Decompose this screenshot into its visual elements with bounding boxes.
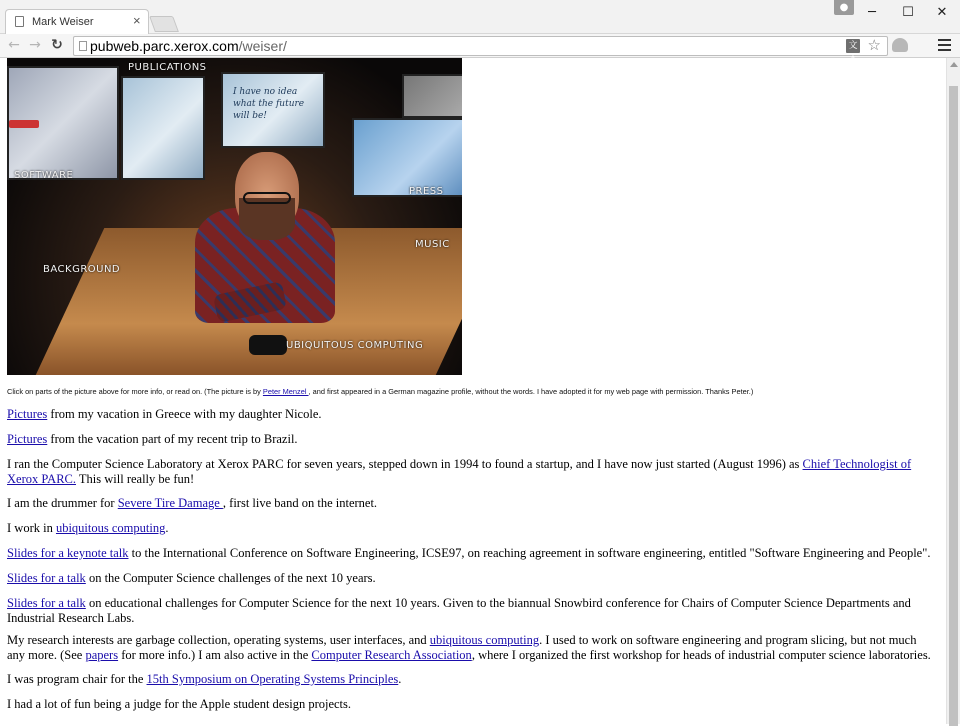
- menu-icon[interactable]: [938, 39, 951, 54]
- caption-text: Click on parts of the picture above for more info, or read on. (The picture is by: [7, 387, 263, 396]
- hotspot-publications[interactable]: PUBLICATIONS: [128, 62, 207, 73]
- imagemap-photo[interactable]: [7, 58, 462, 375]
- hotspot-music[interactable]: MUSIC: [415, 239, 450, 250]
- paragraph-text: I am the drummer for: [7, 496, 118, 510]
- cra-link[interactable]: Computer Research Association: [311, 648, 472, 662]
- paragraph-brazil: [7, 432, 937, 447]
- address-bar[interactable]: [73, 36, 888, 65]
- hotspot-background[interactable]: BACKGROUND: [43, 264, 121, 275]
- extension-icon[interactable]: [892, 38, 908, 52]
- red-lamp: [9, 120, 39, 128]
- paragraph-education: [7, 596, 937, 626]
- reload-button[interactable]: ↻: [51, 37, 63, 53]
- ubiquitous-computing-link[interactable]: ubiquitous computing: [55, 521, 166, 535]
- scrollbar-thumb[interactable]: [949, 86, 958, 726]
- back-button[interactable]: ←: [8, 37, 20, 53]
- paragraph-text: I work in: [7, 521, 56, 535]
- close-window-button[interactable]: ✕: [936, 5, 948, 20]
- paragraph-parc: [7, 457, 937, 487]
- tab-mark-weiser[interactable]: [5, 9, 149, 34]
- screen-handwriting: I have no idea what the future will be!: [233, 87, 305, 121]
- url-text: [90, 38, 287, 54]
- page-content: [0, 58, 946, 724]
- sosp-link[interactable]: 15th Symposium on Operating Systems Principles: [146, 672, 399, 686]
- talk-slides-link[interactable]: Slides for a talk: [7, 571, 86, 585]
- education-talk-slides-link[interactable]: Slides for a talk: [7, 596, 86, 610]
- url-host: pubweb.parc.xerox.com: [90, 38, 239, 54]
- paragraph-text: I was program chair for the: [7, 672, 147, 686]
- minimize-button[interactable]: ─: [868, 5, 876, 20]
- paragraph-cs-challenges: [7, 571, 937, 586]
- paragraph-drummer: [7, 496, 937, 511]
- paragraph-text: for more info.) I am also active in the: [118, 648, 312, 662]
- translate-icon[interactable]: 文A: [846, 39, 860, 53]
- paragraph-text: on educational challenges for Computer Science for the next 10 years. Given to the biannual Snowbird conference for Chairs of Computer Science Departments and Industrial Research Labs.: [7, 596, 911, 625]
- pictures-greece-link[interactable]: Pictures: [7, 407, 48, 421]
- maximize-button[interactable]: ☐: [902, 5, 914, 20]
- url-path: /weiser/: [238, 38, 287, 54]
- paragraph-text: My research interests are garbage collection, operating systems, user interfaces, and: [7, 633, 430, 647]
- ubiquitous-computing-link-2[interactable]: ubiquitous computing: [429, 633, 540, 647]
- page-icon: [15, 16, 24, 27]
- severe-tire-damage-link[interactable]: Severe Tire Damage: [117, 496, 223, 510]
- paragraph-text: , where I organized the first workshop for heads of industrial computer science laboratories.: [471, 648, 931, 662]
- screen-right: [352, 118, 462, 197]
- hotspot-press[interactable]: PRESS: [409, 186, 444, 197]
- page-info-icon[interactable]: [79, 41, 87, 51]
- paragraph-text: This will really be fun!: [76, 472, 195, 486]
- paragraph-text: .: [398, 672, 402, 686]
- tab-title: Mark Weiser: [32, 16, 94, 28]
- caption-text-2: , and first appeared in a German magazine profile, without the words. I have adopted it for my web page with permission. Thanks Peter.): [308, 387, 754, 396]
- close-tab-icon[interactable]: ×: [133, 13, 141, 28]
- computer-mouse: [249, 335, 287, 355]
- pictures-brazil-link[interactable]: Pictures: [7, 432, 48, 446]
- screen-publications: [121, 76, 205, 180]
- screen-far-right: [402, 74, 462, 118]
- paragraph-ubicomp: [7, 521, 937, 536]
- paragraph-apple: [7, 697, 937, 712]
- keynote-slides-link[interactable]: Slides for a keynote talk: [7, 546, 129, 560]
- paragraph-icse97: [7, 546, 937, 561]
- scroll-up-arrow-icon[interactable]: [950, 62, 958, 67]
- paragraph-text: .: [165, 521, 169, 535]
- hotspot-ubiquitous-computing[interactable]: UBIQUITOUS COMPUTING: [286, 340, 424, 351]
- person-glasses: [243, 192, 291, 204]
- paragraph-text: from my vacation in Greece with my daughter Nicole.: [47, 407, 322, 421]
- new-tab-button[interactable]: [149, 16, 179, 32]
- paragraph-sosp: [7, 672, 937, 687]
- paragraph-greece: [7, 407, 937, 422]
- person-beard: [239, 198, 295, 240]
- paragraph-text: I ran the Computer Science Laboratory at Xerox PARC for seven years, stepped down in 1994 to found a startup, and I have now just started (August 1996) as: [7, 457, 803, 471]
- paragraph-text: from the vacation part of my recent trip to Brazil.: [47, 432, 298, 446]
- paragraph-text: to the International Conference on Software Engineering, ICSE97, on reaching agreement in software engineering, entitled "Software Engineering and People".: [128, 546, 931, 560]
- paragraph-text: . I used to work on software engineering and program slicing, but not much any more. (See: [7, 633, 917, 662]
- browser-tabstrip: [0, 0, 960, 34]
- bookmark-star-icon[interactable]: ☆: [867, 36, 881, 54]
- paragraph-research: [7, 633, 937, 663]
- peter-menzel-link[interactable]: Peter Menzel: [262, 387, 309, 396]
- paragraph-text: , first live band on the internet.: [222, 496, 378, 510]
- hotspot-software[interactable]: SOFTWARE: [14, 170, 74, 181]
- papers-link[interactable]: papers: [85, 648, 119, 662]
- forward-button[interactable]: →: [29, 37, 41, 53]
- paragraph-text: I had a lot of fun being a judge for the Apple student design projects.: [7, 697, 352, 711]
- paragraph-text: on the Computer Science challenges of the next 10 years.: [85, 571, 376, 585]
- photo-caption: [7, 387, 753, 396]
- vertical-scrollbar[interactable]: [946, 58, 960, 724]
- chief-technologist-link[interactable]: Chief Technologist of Xerox PARC.: [7, 457, 912, 486]
- screen-center: [221, 72, 325, 148]
- profile-icon[interactable]: ●: [834, 0, 854, 15]
- browser-toolbar: [0, 34, 960, 65]
